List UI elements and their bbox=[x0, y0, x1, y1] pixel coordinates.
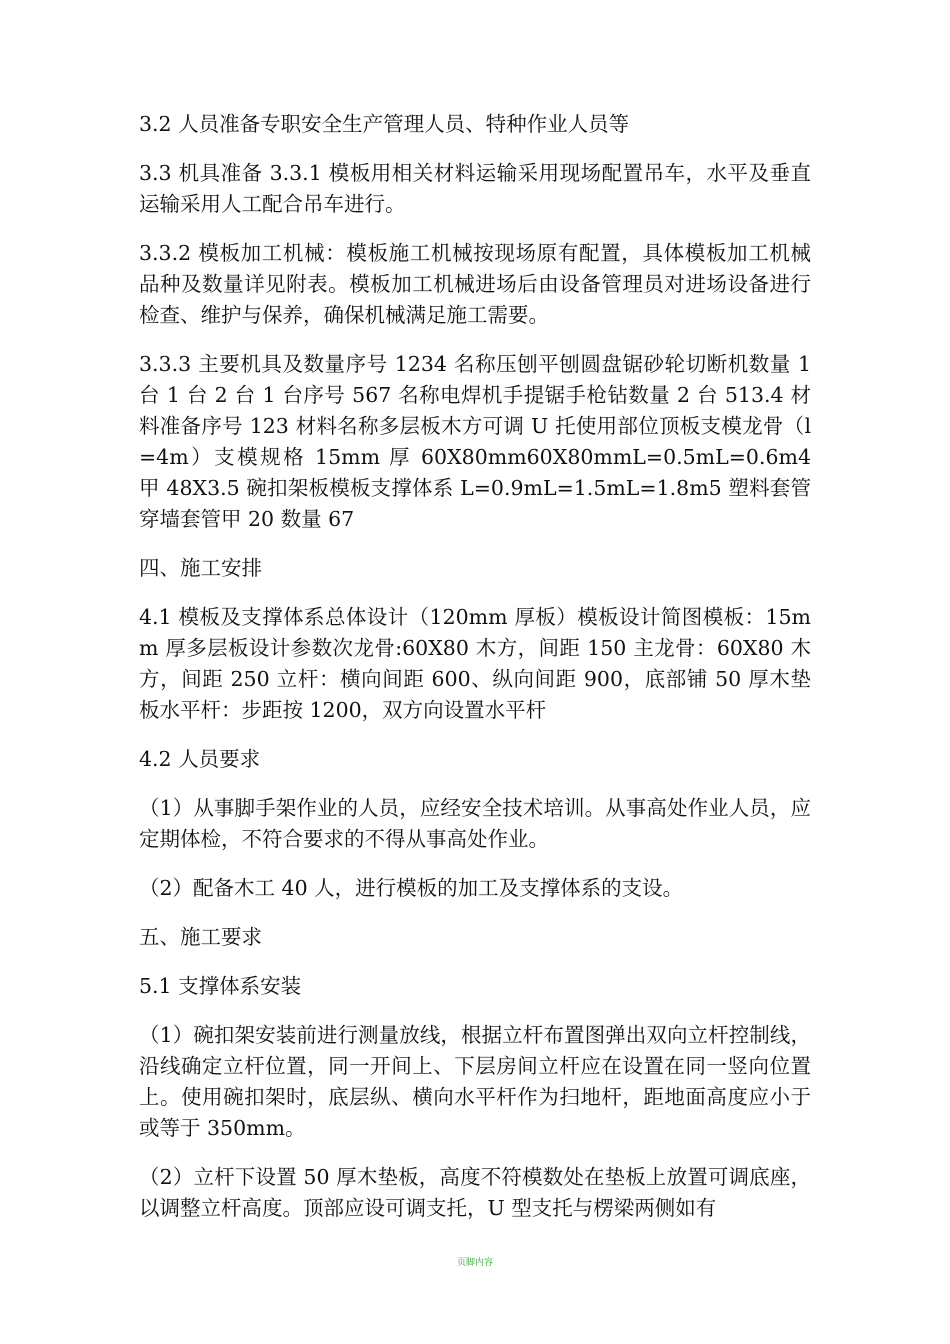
paragraph-3-2: 3.2 人员准备专职安全生产管理人员、特种作业人员等 bbox=[139, 112, 630, 136]
heading-section-5: 五、施工要求 bbox=[139, 925, 262, 949]
page-footer: 页脚内容 bbox=[456, 1258, 493, 1268]
heading-4-2: 4.2 人员要求 bbox=[139, 747, 261, 771]
heading-5-1: 5.1 支撑体系安装 bbox=[139, 974, 302, 998]
paragraph-3-3-2: 3.3.2 模板加工机械：模板施工机械按现场原有配置，具体模板加工机械品种及数量详见附表。模板加工机械进场后由设备管理员对进场设备进行检查、维护与保养，确保机械满足施工需要。 bbox=[139, 241, 811, 327]
paragraph-5-1-item-2: （2）立杆下设置 50 厚木垫板，高度不符模数处在垫板上放置可调底座，以调整立杆高度。顶部应设可调支托，U 型支托与楞梁两侧如有 bbox=[139, 1165, 811, 1220]
document-body bbox=[139, 109, 811, 1242]
paragraph-4-2-item-2: （2）配备木工 40 人，进行模板的加工及支撑体系的支设。 bbox=[139, 876, 684, 900]
paragraph-4-2-item-1: （1）从事脚手架作业的人员，应经安全技术培训。从事高处作业人员，应定期体检，不符合要求的不得从事高处作业。 bbox=[139, 796, 811, 851]
paragraph-4-1: 4.1 模板及支撑体系总体设计（120mm 厚板）模板设计简图模板：15mm 厚多层板设计参数次龙骨:60X80 木方，间距 150 主龙骨：60X80 木方，间距 250 立杆：横向间距 600、纵向间距 900，底部铺 50 厚木垫板水平杆：步距按 1200，双方向设置水平杆 bbox=[139, 605, 811, 722]
heading-section-4: 四、施工安排 bbox=[139, 556, 262, 580]
paragraph-3-3: 3.3 机具准备 3.3.1 模板用相关材料运输采用现场配置吊车，水平及垂直运输采用人工配合吊车进行。 bbox=[139, 161, 811, 216]
paragraph-5-1-item-1: （1）碗扣架安装前进行测量放线，根据立杆布置图弹出双向立杆控制线，沿线确定立杆位置，同一开间上、下层房间立杆应在设置在同一竖向位置上。使用碗扣架时，底层纵、横向水平杆作为扫地杆，距地面高度应小于或等于 350mm。 bbox=[139, 1023, 811, 1140]
paragraph-3-3-3: 3.3.3 主要机具及数量序号 1234 名称压刨平刨圆盘锯砂轮切断机数量 1 台 1 台 2 台 1 台序号 567 名称电焊机手提锯手枪钻数量 2 台 513.4 材料准备序号 123 材料名称多层板木方可调 U 托使用部位顶板支模龙骨（l=4m）支模规格 15mm 厚 60X80mm60X80mmL=0.5mL=0.6m4 甲 48X3.5 碗扣架板模板支撑体系 L=0.9mL=1.5mL=1.8m5 塑料套管穿墙套管甲 20 数量 67 bbox=[139, 352, 811, 531]
